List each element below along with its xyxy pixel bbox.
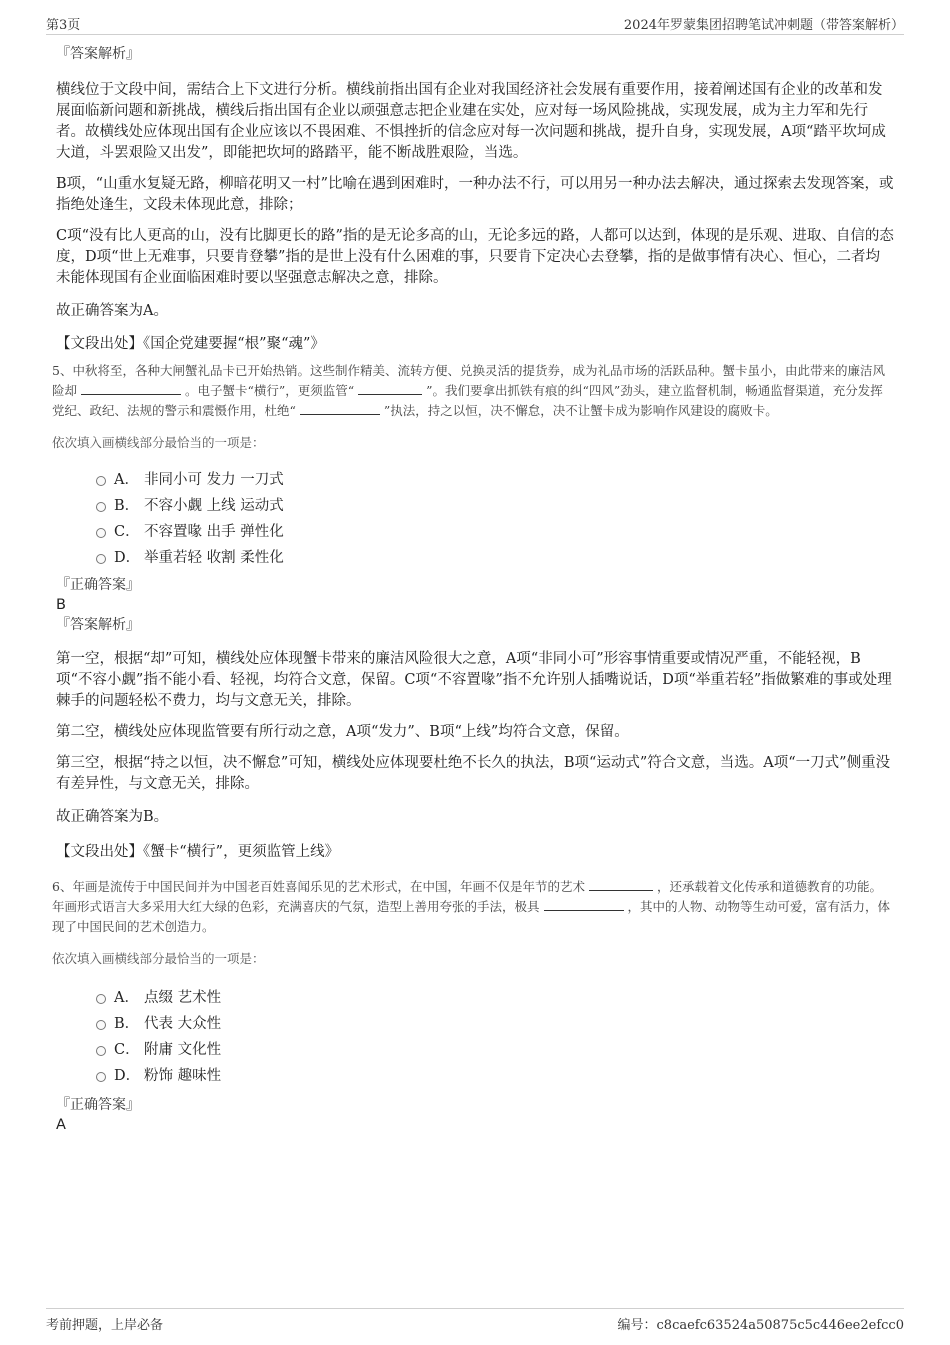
page-footer	[46, 1308, 904, 1331]
question-6-text: 6、年画是流传于中国民间并为中国老百姓喜闻乐见的艺术形式，在中国，年画不仅是年节的艺术 ，还承载着文化传承和道德教育的功能。年画形式语言大多采用大红大绿的色彩，充满喜庆的气氛，造型上善用夸张的手法，极具 ，其中的人物、动物等生动可爱，富有活力，体现了中国民间的艺术创造力。	[52, 879, 890, 934]
analysis-label: 『答案解析』	[56, 46, 140, 62]
radio-icon[interactable]	[96, 528, 106, 538]
passage-source: 【文段出处】《国企党建要握“根”聚“魂”》	[56, 336, 325, 352]
option-c[interactable]: C． 附庸 文化性	[56, 1037, 894, 1063]
radio-icon[interactable]	[96, 554, 106, 564]
analysis-paragraph: 第二空，横线处应体现监管要有所行动之意，A项“发力”、B项“上线”均符合文意，保留。	[56, 724, 629, 740]
option-d[interactable]: D． 举重若轻 收割 柔性化	[56, 545, 894, 571]
analysis-conclusion: 故正确答案为B。	[56, 809, 169, 825]
option-b[interactable]: B． 代表 大众性	[56, 1011, 894, 1037]
options-list	[56, 467, 894, 571]
passage-source: 【文段出处】《蟹卡“横行”，更须监管上线》	[56, 844, 340, 860]
analysis-paragraph: B项，“山重水复疑无路，柳暗花明又一村”比喻在遇到困难时，一种办法不行，可以用另一种办法去解决，通过探索去发现答案，或指绝处逢生，文段未体现此意，排除；	[56, 176, 894, 213]
page-content	[52, 44, 894, 1135]
option-c[interactable]: C． 不容置喙 出手 弹性化	[56, 519, 894, 545]
analysis-conclusion: 故正确答案为A。	[56, 303, 168, 319]
radio-icon[interactable]	[96, 1020, 106, 1030]
correct-answer: A	[56, 1117, 66, 1133]
fill-blank	[358, 381, 422, 395]
radio-icon[interactable]	[96, 994, 106, 1004]
fill-blank	[544, 897, 624, 911]
analysis-paragraph: 第一空，根据“却”可知，横线处应体现蟹卡带来的廉洁风险很大之意，A项“非同小可”形容事情重要或情况严重，不能轻视，B项“不容小觑”指不能小看、轻视，均符合文意，保留。C项“不容置喙”指不允许别人插嘴说话，D项“举重若轻”指做繁难的事或处理棘手的问题轻松不费力，均与文意无关，排除。	[56, 651, 892, 709]
footer-note: 考前押题，上岸必备	[46, 1318, 164, 1333]
fill-blank	[300, 401, 380, 415]
fill-blank	[81, 381, 181, 395]
option-d[interactable]: D． 粉饰 趣味性	[56, 1063, 894, 1089]
radio-icon[interactable]	[96, 502, 106, 512]
radio-icon[interactable]	[96, 1072, 106, 1082]
option-a[interactable]: A． 点缀 艺术性	[56, 985, 894, 1011]
question-prompt: 依次填入画横线部分最恰当的一项是：	[52, 951, 265, 966]
document-code: 编号：c8caefc63524a50875c5c446ee2efcc0	[617, 1318, 904, 1333]
analysis-label: 『答案解析』	[56, 617, 140, 633]
radio-icon[interactable]	[96, 1046, 106, 1056]
question-5-text: 5、中秋将至，各种大闸蟹礼品卡已开始热销。这些制作精美、流转方便、兑换灵活的提货券，成为礼品市场的活跃品种。蟹卡虽小，由此带来的廉洁风险却 。电子蟹卡“横行”，更须监管“ ”。我们要拿出抓铁有痕的纠“四风”劲头，建立监督机制，畅通监督渠道，充分发挥党纪、政纪、法规的警示和震慑作用，杜绝“ ”执法，持之以恒，决不懈怠，决不让蟹卡成为影响作风建设的腐败卡。	[52, 363, 885, 418]
page-number: 第3页	[46, 18, 81, 33]
analysis-paragraph: 第三空，根据“持之以恒，决不懈怠”可知，横线处应体现要杜绝不长久的执法，B项“运动式”符合文意，当选。A项“一刀式”侧重没有差异性，与文意无关，排除。	[56, 755, 891, 792]
question-prompt: 依次填入画横线部分最恰当的一项是：	[52, 435, 265, 450]
correct-answer: B	[56, 597, 66, 613]
analysis-paragraph: 横线位于文段中间，需结合上下文进行分析。横线前指出国有企业对我国经济社会发展有重要作用，接着阐述国有企业的改革和发展面临新问题和新挑战，横线后指出国有企业以顽强意志把企业建在实处，应对每一场风险挑战，实现发展，成为主力军和先行者。故横线处应体现出国有企业应该以不畏困难、不惧挫折的信念应对每一次问题和挑战，提升自身，实现发展，A项“踏平坎坷成大道，斗罢艰险又出发”，即能把坎坷的路踏平，能不断战胜艰险，当选。	[56, 82, 886, 161]
options-list	[56, 985, 894, 1089]
correct-answer-label: 『正确答案』	[56, 1097, 140, 1113]
radio-icon[interactable]	[96, 476, 106, 486]
option-b[interactable]: B． 不容小觑 上线 运动式	[56, 493, 894, 519]
option-a[interactable]: A． 非同小可 发力 一刀式	[56, 467, 894, 493]
analysis-paragraph: C项“没有比人更高的山，没有比脚更长的路”指的是无论多高的山，无论多远的路，人都可以达到，体现的是乐观、进取、自信的态度，D项“世上无难事，只要肯登攀”指的是世上没有什么困难的事，只要肯下定决心去登攀，指的是做事情有决心、恒心，二者均未能体现国有企业面临困难时要以坚强意志解决之意，排除。	[56, 228, 894, 286]
page-header	[46, 12, 904, 35]
correct-answer-label: 『正确答案』	[56, 577, 140, 593]
document-title: 2024年罗蒙集团招聘笔试冲刺题（带答案解析）	[623, 18, 904, 33]
fill-blank	[589, 877, 653, 891]
